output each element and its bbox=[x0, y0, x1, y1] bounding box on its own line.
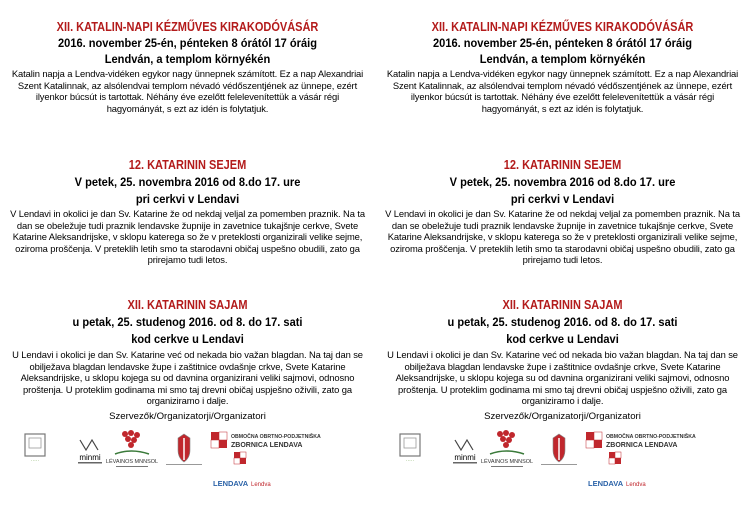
logo-strip bbox=[379, 428, 750, 498]
sl-date: V petek, 25. novembra 2016 od 8.do 17. ure bbox=[74, 175, 301, 189]
hr-body: U Lendavi i okolici je dan Sv. Katarine već od nekada bio važan blagdan. Na taj dan se obilježava blagdan lendavske župe i zaštitnice ovdašnje crkve, Svete Katarine Aleksandrijske, u sklopu kojega su od davnina organizirani veliki sajmovi, odnosno proštenja. U proteklim godinama mi smo taj drevni običaj uspješno oživili, zato ga organiziramo i dalje. bbox=[387, 349, 738, 407]
svg-text:LÉVAINOS MNNSOL: LÉVAINOS MNNSOL bbox=[480, 459, 534, 465]
sl-title: 12. KATARININ SEJEM bbox=[128, 158, 247, 172]
hr-place: kod cerkve u Lendavi bbox=[506, 332, 619, 346]
sl-place: pri cerkvi v Lendavi bbox=[135, 192, 240, 206]
svg-text:ZBORNICA LENDAVA: ZBORNICA LENDAVA bbox=[231, 442, 303, 449]
hu-place: Lendván, a templom környékén bbox=[104, 52, 271, 66]
svg-text:·····: ····· bbox=[405, 458, 415, 464]
svg-text:OBMOČNA OBRTNO-PODJETNIŠKA: OBMOČNA OBRTNO-PODJETNIŠKA bbox=[231, 434, 321, 440]
logo-strip bbox=[4, 428, 375, 498]
hu-date: 2016. november 25-én, pénteken 8 órától 17 óráig bbox=[433, 36, 692, 50]
parish-seal-logo bbox=[397, 432, 423, 464]
svg-text:LENDAVA: LENDAVA bbox=[588, 479, 624, 488]
hu-place: Lendván, a templom környékén bbox=[479, 52, 646, 66]
organizers-label: Szervezők/Organizatorji/Organizatori bbox=[484, 411, 641, 422]
hu-title: XII. KATALIN-NAPI KÉZMŰVES KIRAKODÓVÁSÁR bbox=[431, 20, 694, 34]
organizers-label: Szervezők/Organizatorji/Organizatori bbox=[109, 411, 266, 422]
sl-body: V Lendavi in okolici je dan Sv. Katarine že od nekdaj veljal za pomemben praznik. Na ta dan se obeležuje tudi praznik lendavske župnije in zavetnice tukajšnje cerkve, Svete Katarine Aleksandrijske, v sklopu katerega so že v preteklosti organizirali velike sejme, oziroma proščenja. V preteklih letih smo ta starodavni običaj uspešno obudili, zato ga prirejamo tudi letos. bbox=[385, 208, 740, 266]
hr-title: XII. KATARININ SAJAM bbox=[127, 298, 248, 312]
sl-body: V Lendavi in okolici je dan Sv. Katarine že od nekdaj veljal za pomemben praznik. Na ta dan se obeležuje tudi praznik lendavske župnije in zavetnice tukajšnje cerkve, Svete Katarine Aleksandrijske, v sklopu katerega so že v preteklosti organizirali velike sejme, oziroma proščenja. V preteklih letih smo ta starodavni običaj uspešno obudili, zato ga prirejamo tudi letos. bbox=[10, 208, 365, 266]
sl-date: V petek, 25. novembra 2016 od 8.do 17. ure bbox=[449, 175, 676, 189]
zbornica-lendava-logo bbox=[584, 430, 694, 492]
svg-text:minmi: minmi bbox=[79, 453, 101, 462]
hu-body: Katalin napja a Lendva-vidéken egykor nagy ünnepnek számított. Ez a nap Alexandriai Szent Katalinnak, az alsólendvai templom névadó védőszentjének az ünnepe, ezért ilyenkor búcsút is tartottak. Néhány éve ezelőtt felelevenítettük a vásár régi hagyományát, s ezt az idén is folytatjuk. bbox=[386, 68, 739, 114]
zbornica-lendava-logo bbox=[209, 430, 319, 492]
hr-title: XII. KATARININ SAJAM bbox=[502, 298, 623, 312]
svg-text:LÉVAINOS MNNSOL: LÉVAINOS MNNSOL bbox=[105, 459, 159, 465]
sl-place: pri cerkvi v Lendavi bbox=[510, 192, 615, 206]
hu-date: 2016. november 25-én, pénteken 8 órától 17 óráig bbox=[58, 36, 317, 50]
svg-text:LENDAVA: LENDAVA bbox=[213, 479, 249, 488]
grapes-logo bbox=[105, 428, 159, 476]
minmi-logo bbox=[74, 436, 106, 466]
hungarian-crest-logo bbox=[164, 432, 204, 468]
hu-title: XII. KATALIN-NAPI KÉZMŰVES KIRAKODÓVÁSÁR bbox=[56, 20, 319, 34]
svg-text:minmi: minmi bbox=[454, 453, 476, 462]
hu-body: Katalin napja a Lendva-vidéken egykor nagy ünnepnek számított. Ez a nap Alexandriai Szent Katalinnak, az alsólendvai templom névadó védőszentjének az ünnepe, ezért ilyenkor búcsút is tartottak. Néhány éve ezelőtt felelevenítettük a vásár régi hagyományát, s ezt az idén is folytatjuk. bbox=[11, 68, 364, 114]
hr-place: kod cerkve u Lendavi bbox=[131, 332, 244, 346]
svg-text:Lendva: Lendva bbox=[626, 482, 646, 488]
hr-date: u petak, 25. studenog 2016. od 8. do 17. sati bbox=[447, 315, 678, 329]
svg-text:ZBORNICA LENDAVA: ZBORNICA LENDAVA bbox=[606, 442, 678, 449]
sl-title: 12. KATARININ SEJEM bbox=[503, 158, 622, 172]
svg-text:Lendva: Lendva bbox=[251, 482, 271, 488]
hr-date: u petak, 25. studenog 2016. od 8. do 17. sati bbox=[72, 315, 303, 329]
minmi-logo bbox=[449, 436, 481, 466]
hungarian-crest-logo bbox=[539, 432, 579, 468]
flyer-right bbox=[375, 0, 750, 530]
svg-text:OBMOČNA OBRTNO-PODJETNIŠKA: OBMOČNA OBRTNO-PODJETNIŠKA bbox=[606, 434, 696, 440]
parish-seal-logo bbox=[22, 432, 48, 464]
hr-body: U Lendavi i okolici je dan Sv. Katarine već od nekada bio važan blagdan. Na taj dan se obilježava blagdan lendavske župe i zaštitnice ovdašnje crkve, Svete Katarine Aleksandrijske, u sklopu kojega su od davnina organizirani veliki sajmovi, odnosno proštenja. U proteklim godinama mi smo taj drevni običaj uspješno oživili, zato ga organiziramo i dalje. bbox=[12, 349, 363, 407]
grapes-logo bbox=[480, 428, 534, 476]
svg-text:·····: ····· bbox=[30, 458, 40, 464]
